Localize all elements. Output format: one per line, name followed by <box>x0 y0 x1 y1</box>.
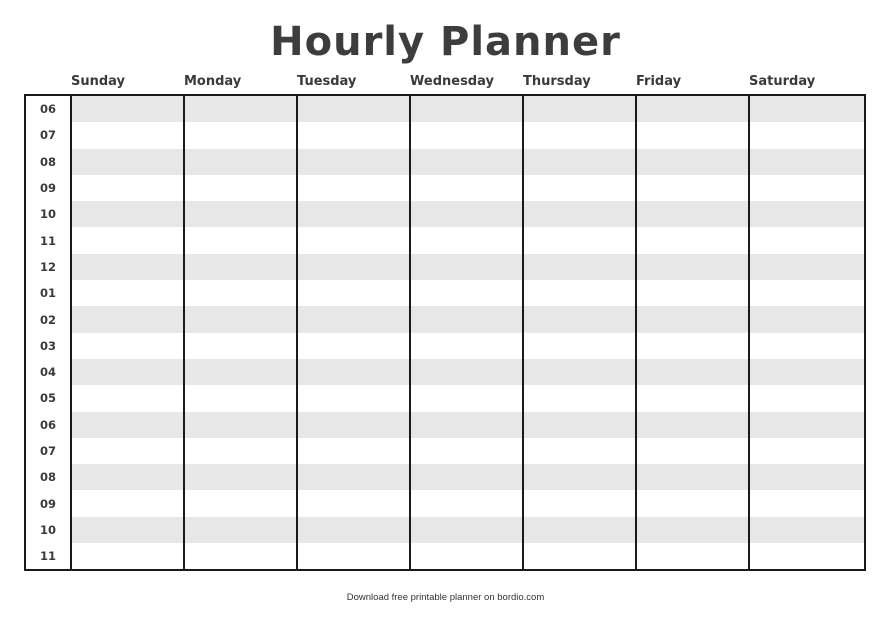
hour-row <box>26 201 864 227</box>
hour-row <box>26 517 864 543</box>
hour-row <box>26 96 864 122</box>
day-header-thursday: Thursday <box>523 74 591 89</box>
hour-label: 06 <box>39 417 56 432</box>
row-band <box>72 438 864 464</box>
hour-row <box>26 491 864 517</box>
hour-row <box>26 438 864 464</box>
hour-label: 07 <box>39 444 56 459</box>
row-band <box>72 306 864 332</box>
column-divider <box>70 96 72 569</box>
hour-row <box>26 412 864 438</box>
hour-label: 02 <box>39 312 56 327</box>
hour-label: 05 <box>39 391 56 406</box>
hour-label: 01 <box>39 286 56 301</box>
row-band <box>72 491 864 517</box>
column-divider <box>635 96 637 569</box>
hour-label: 11 <box>39 233 56 248</box>
row-band <box>72 228 864 254</box>
row-band <box>72 201 864 227</box>
day-header-tuesday: Tuesday <box>297 74 357 89</box>
row-band <box>72 517 864 543</box>
hour-label: 12 <box>39 259 56 274</box>
hour-label: 10 <box>39 207 56 222</box>
footer-text: Download free printable planner on bordio.com <box>346 592 545 603</box>
row-band <box>72 464 864 490</box>
row-band <box>72 122 864 148</box>
hour-row <box>26 280 864 306</box>
row-band <box>72 280 864 306</box>
row-band <box>72 543 864 569</box>
hour-row <box>26 122 864 148</box>
column-divider <box>183 96 185 569</box>
hour-label: 04 <box>39 365 56 380</box>
hour-row <box>26 228 864 254</box>
hour-row <box>26 464 864 490</box>
hour-row <box>26 543 864 569</box>
row-band <box>72 96 864 122</box>
hour-label: 10 <box>39 522 56 537</box>
row-band <box>72 149 864 175</box>
column-divider <box>522 96 524 569</box>
row-band <box>72 175 864 201</box>
hour-label: 08 <box>39 154 56 169</box>
page-title: Hourly Planner <box>270 19 621 65</box>
row-band <box>72 412 864 438</box>
hour-row <box>26 306 864 332</box>
row-band <box>72 333 864 359</box>
hour-label: 09 <box>39 181 56 196</box>
hour-row <box>26 175 864 201</box>
hour-label: 08 <box>39 470 56 485</box>
hour-row <box>26 385 864 411</box>
hour-row <box>26 359 864 385</box>
hour-row <box>26 254 864 280</box>
day-header-wednesday: Wednesday <box>410 74 494 89</box>
day-header-friday: Friday <box>636 74 682 89</box>
day-header-sunday: Sunday <box>71 74 126 89</box>
column-divider <box>409 96 411 569</box>
row-band <box>72 359 864 385</box>
day-header-monday: Monday <box>184 74 242 89</box>
row-band <box>72 385 864 411</box>
column-divider <box>748 96 750 569</box>
hour-label: 03 <box>39 338 56 353</box>
column-divider <box>296 96 298 569</box>
hour-label: 11 <box>39 549 56 564</box>
hour-label: 09 <box>39 496 56 511</box>
hour-label: 07 <box>39 128 56 143</box>
planner-grid <box>24 94 866 571</box>
row-band <box>72 254 864 280</box>
day-header-saturday: Saturday <box>749 74 816 89</box>
hour-row <box>26 333 864 359</box>
hour-row <box>26 149 864 175</box>
hour-label: 06 <box>39 102 56 117</box>
